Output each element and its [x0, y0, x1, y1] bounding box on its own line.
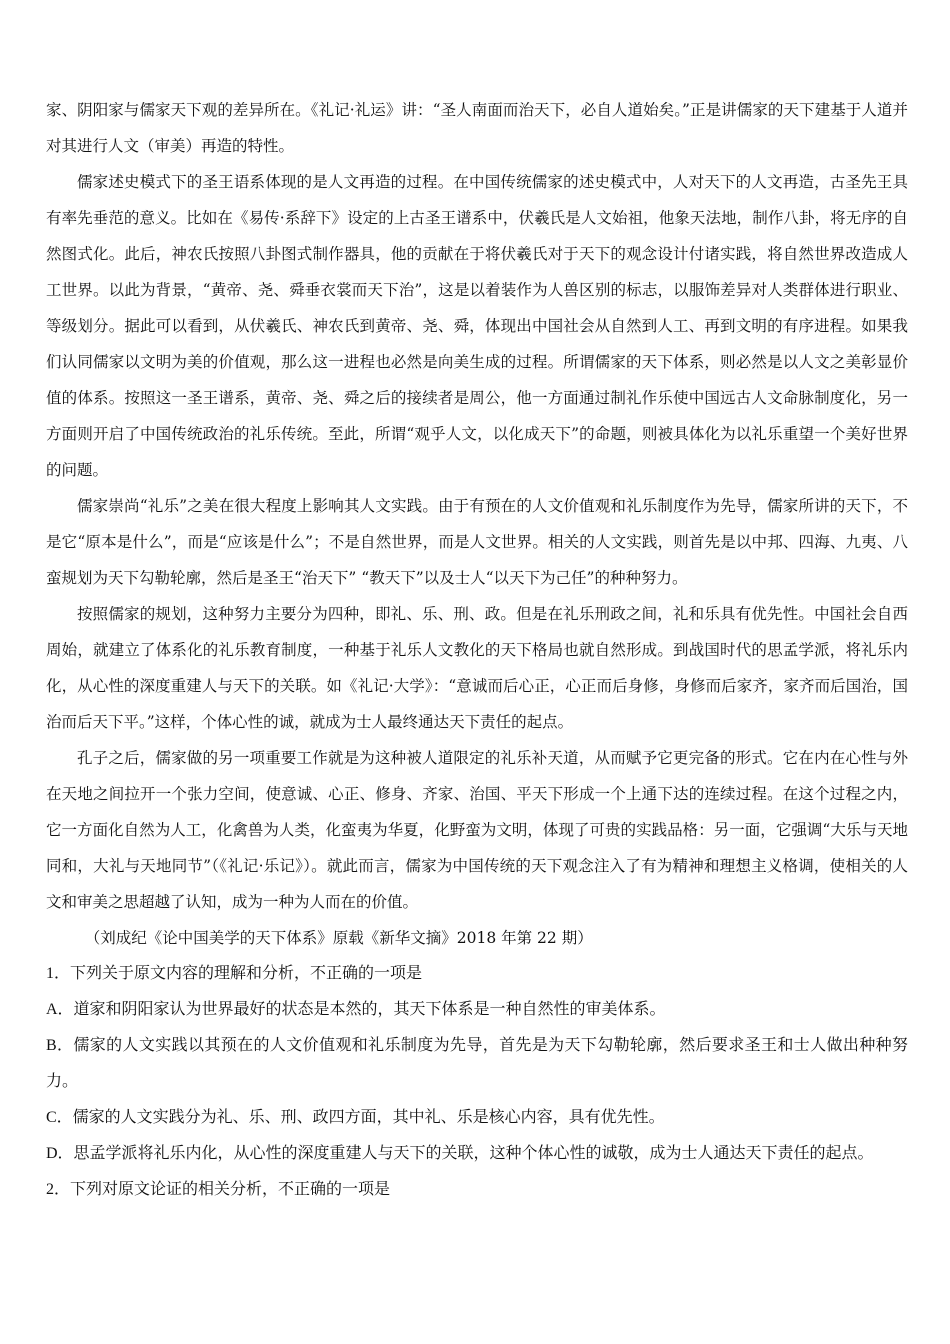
- paragraph-5: 孔子之后，儒家做的另一项重要工作就是为这种被人道限定的礼乐补天道，从而赋予它更完备的形式。它在内在心性与外在天地之间拉开一个张力空间，使意诚、心正、修身、齐家、治国、平天下形成一个上通下达的连续过程。在这个过程之内，它一方面化自然为人工，化禽兽为人类，化蛮夷为华夏，化野蛮为文明，体现了可贵的实践品格：另一面，它强调“大乐与天地同和，大礼与天地同节”（《礼记·乐记》）。就此而言，儒家为中国传统的天下观念注入了有为精神和理想主义格调，使相关的人文和审美之思超越了认知，成为一种为人而在的价值。: [46, 749, 908, 911]
- paragraph-2: 儒家述史模式下的圣王语系体现的是人文再造的过程。在中国传统儒家的述史模式中，人对天下的人文再造，古圣先王具有率先垂范的意义。比如在《易传·系辞下》设定的上古圣王谱系中，伏羲氏是人文始祖，他象天法地，制作八卦，将无序的自然图式化。此后，神农氏按照八卦图式制作器具，他的贡献在于将伏羲氏对于天下的观念设计付诸实践，将自然世界改造成人工世界。以此为背景，“黄帝、尧、舜垂衣裳而天下治”，这是以着装作为人兽区别的标志，以服饰差异对人类群体进行职业、等级划分。据此可以看到，从伏羲氏、神农氏到黄帝、尧、舜，体现出中国社会从自然到人工、再到文明的有序进程。如果我们认同儒家以文明为美的价值观，那么这一进程也必然是向美生成的过程。所谓儒家的天下体系，则必然是以人文之美彰显价值的体系。按照这一圣王谱系，黄帝、尧、舜之后的接续者是周公，他一方面通过制礼作乐使中国远古人文命脉制度化，另一方面则开启了中国传统政治的礼乐传统。至此，所谓“观乎人文，以化成天下”的命题，则被具体化为以礼乐重望一个美好世界的问题。: [46, 173, 908, 479]
- question-2-stem: 2．下列对原文论证的相关分析，不正确的一项是: [46, 1181, 391, 1198]
- paragraph-4: 按照儒家的规划，这种努力主要分为四种，即礼、乐、刑、政。但是在礼乐刑政之间，礼和乐具有优先性。中国社会自西周始，就建立了体系化的礼乐教育制度，一种基于礼乐人文教化的天下格局也就自然形成。到战国时代的思孟学派，将礼乐内化，从心性的深度重建人与天下的关联。如《礼记·大学》：“意诚而后心正，心正而后身修，身修而后家齐，家齐而后国治，国治而后天下平。”这样，个体心性的诚，就成为士人最终通达天下责任的起点。: [46, 605, 908, 731]
- source-citation: （刘成纪《论中国美学的天下体系》原载《新华文摘》2018 年第 22 期）: [84, 929, 593, 947]
- paragraph-3: 儒家崇尚“礼乐”之美在很大程度上影响其人文实践。由于有预在的人文价值观和礼乐制度作为先导，儒家所讲的天下，不是它“原本是什么”，而是“应该是什么”；不是自然世界，而是人文世界。相关的人文实践，则首先是以中邦、四海、九夷、八蛮规划为天下勾勒轮廓，然后是圣王“治天下” “教天下”以及士人“以天下为己任”的种种努力。: [46, 497, 908, 587]
- question-1-stem: 1．下列关于原文内容的理解和分析，不正确的一项是: [46, 965, 423, 982]
- question-1-option-c: C．儒家的人文实践分为礼、乐、刑、政四方面，其中礼、乐是核心内容，具有优先性。: [46, 1109, 665, 1126]
- question-1-option-a: A．道家和阴阳家认为世界最好的状态是本然的，其天下体系是一种自然性的审美体系。: [46, 1001, 666, 1018]
- question-1-option-b: B．儒家的人文实践以其预在的人文价值观和礼乐制度为先导，首先是为天下勾勒轮廓，然后要求圣王和士人做出种种努力。: [46, 1037, 908, 1090]
- document-page: [46, 92, 908, 1208]
- question-1-option-d: D．思孟学派将礼乐内化，从心性的深度重建人与天下的关联，这种个体心性的诚敬，成为士人通达天下责任的起点。: [46, 1145, 874, 1162]
- paragraph-1: 家、阴阳家与儒家天下观的差异所在。《礼记·礼运》讲：“圣人南面而治天下，必自人道始矣。”正是讲儒家的天下建基于人道并对其进行人文（审美）再造的特性。: [46, 101, 908, 155]
